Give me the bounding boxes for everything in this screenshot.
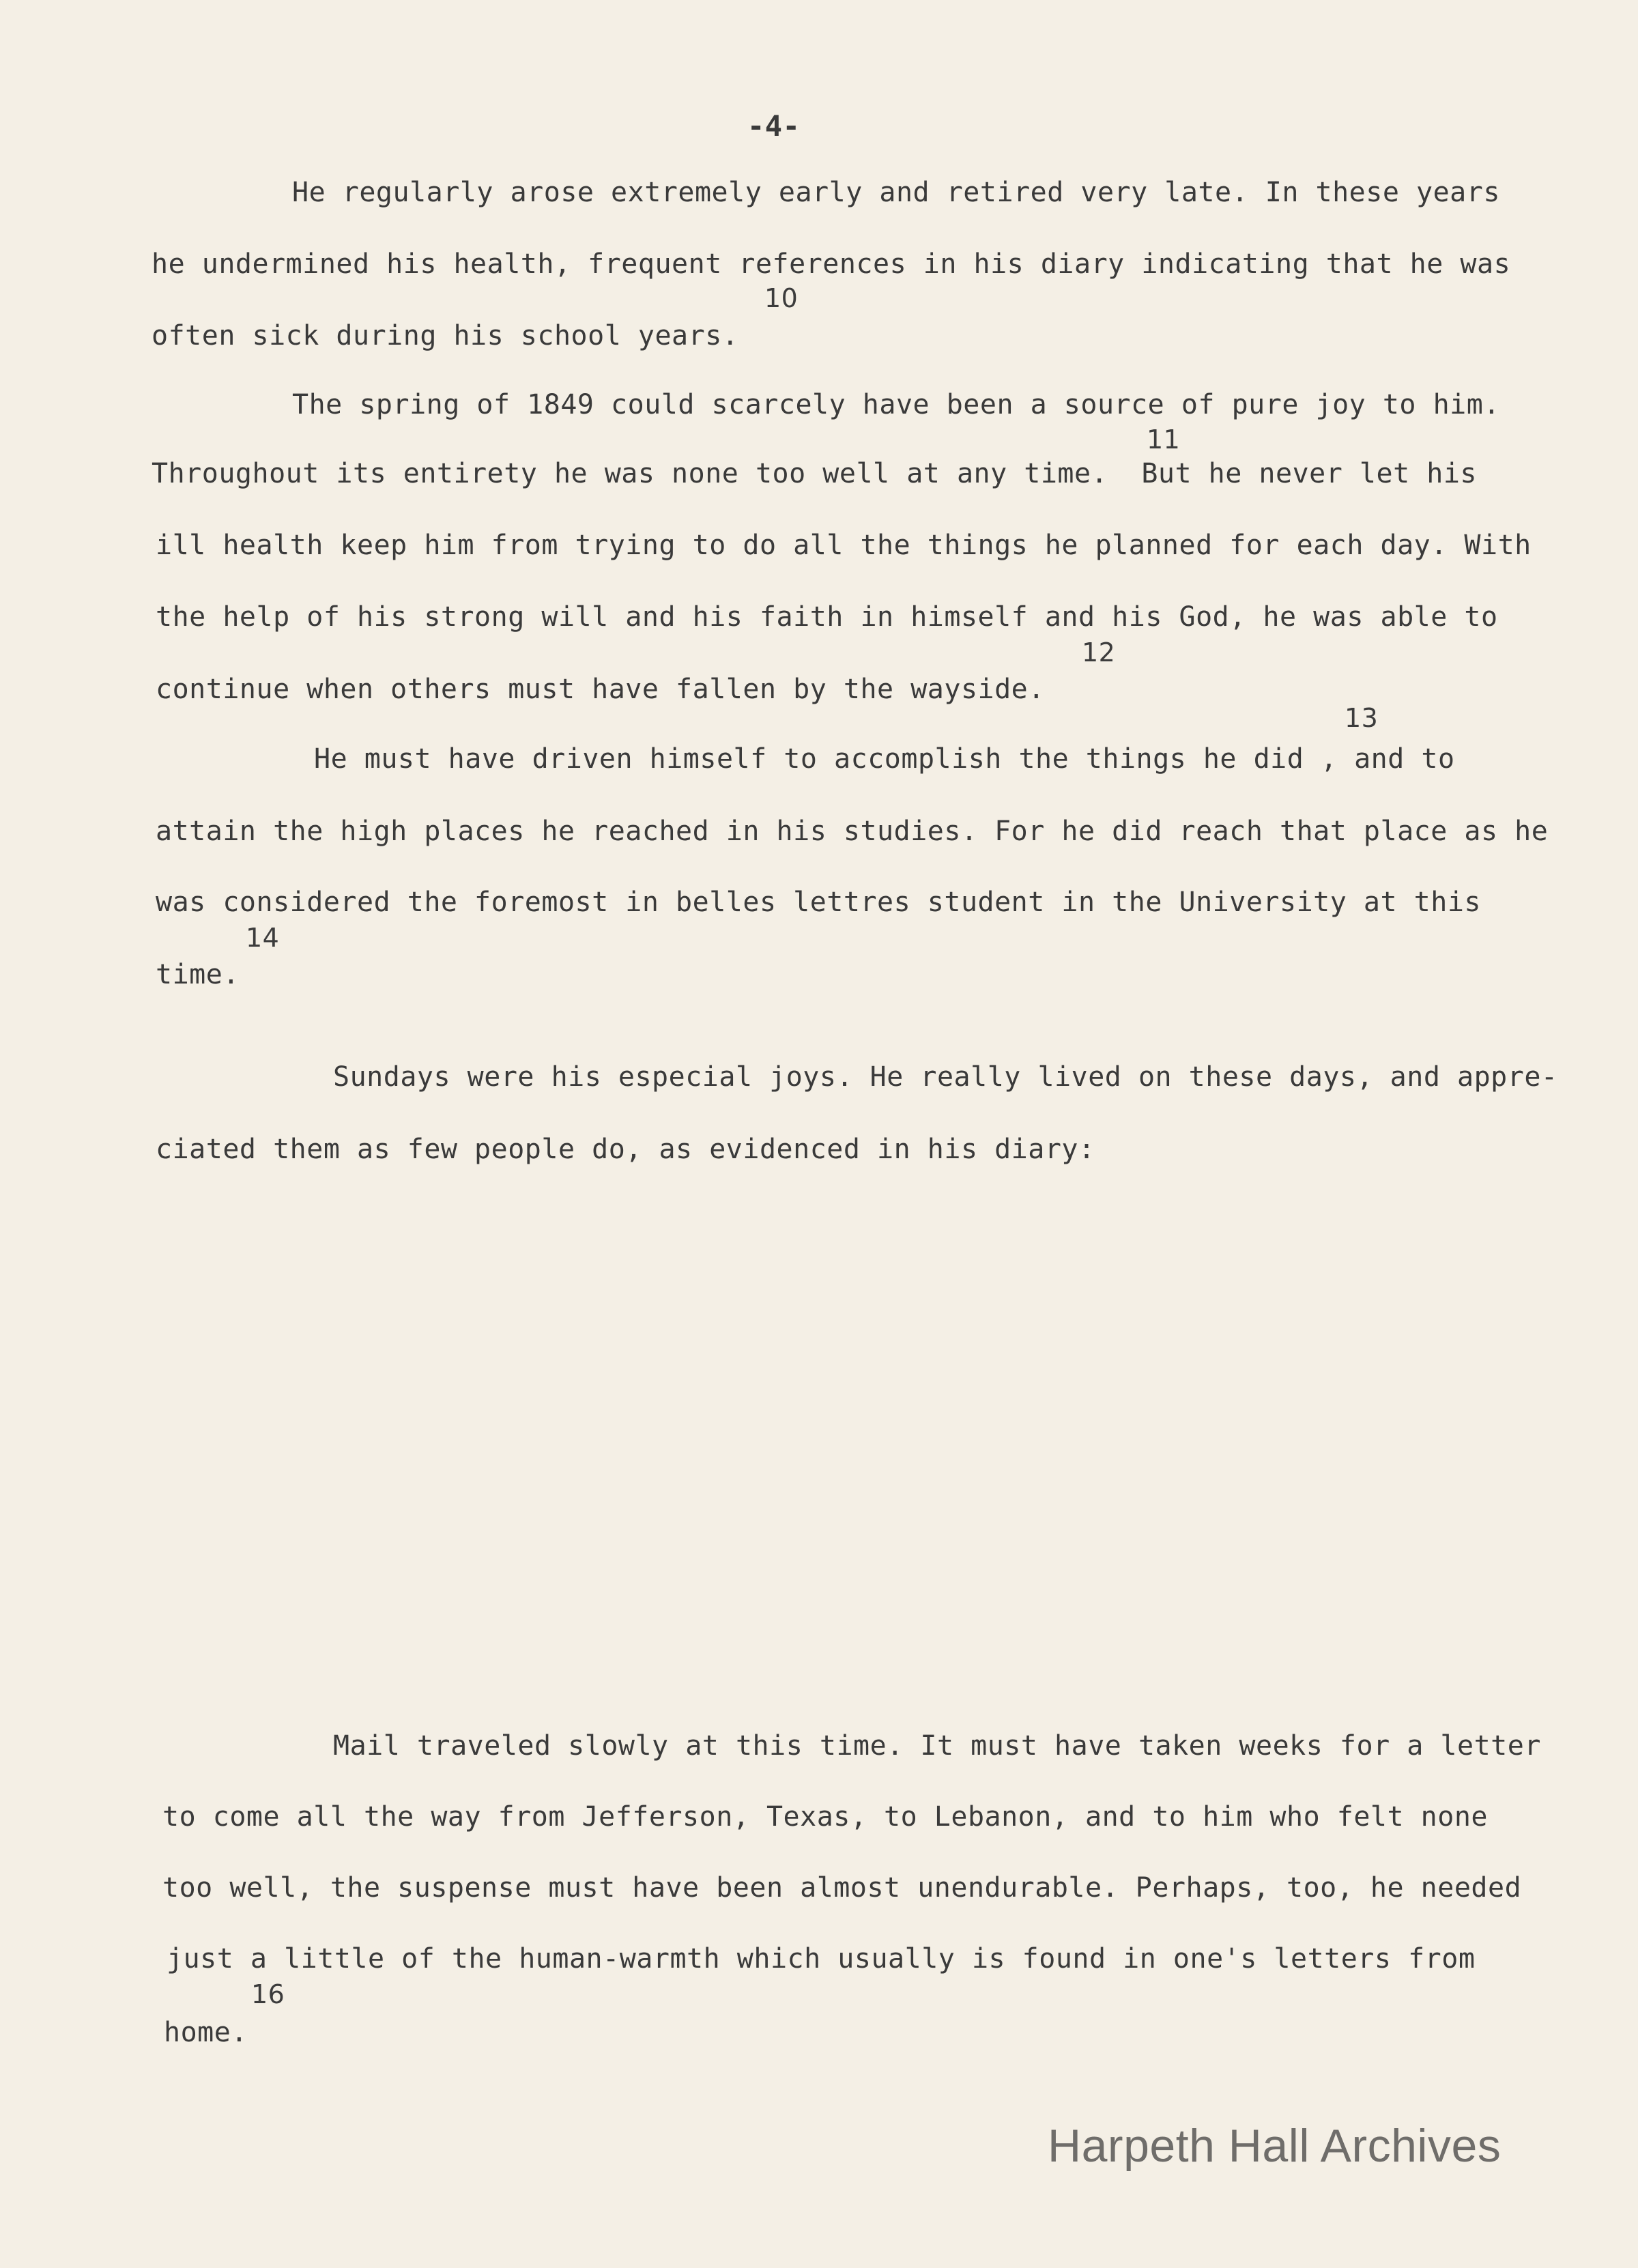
text-line: was considered the foremost in belles lettres student in the University at this xyxy=(156,887,1481,918)
text-line: too well, the suspense must have been almost unendurable. Perhaps, too, he needed xyxy=(162,1872,1522,1904)
page-number: -4- xyxy=(747,109,801,143)
text-line: often sick during his school years. xyxy=(152,320,739,351)
footnote-ref-10: 10 xyxy=(764,283,799,313)
text-line: just a little of the human-warmth which usually is found in one's letters from xyxy=(167,1943,1476,1975)
text-line: time. xyxy=(156,959,240,990)
text-line: Throughout its entirety he was none too well at any time. But he never let his xyxy=(152,458,1477,489)
text-line: Mail traveled slowly at this time. It must have taken weeks for a letter xyxy=(333,1730,1541,1762)
text-line: home. xyxy=(164,2017,248,2048)
text-line: ill health keep him from trying to do all the things he planned for each day. With xyxy=(156,530,1532,561)
text-line: to come all the way from Jefferson, Texas, to Lebanon, and to him who felt none xyxy=(162,1801,1488,1833)
footnote-ref-12: 12 xyxy=(1082,637,1116,668)
text-line: the help of his strong will and his faith in himself and his God, he was able to xyxy=(156,601,1498,633)
text-line: he undermined his health, frequent references in his diary indicating that he was xyxy=(152,248,1511,280)
text-line: He must have driven himself to accomplish the things he did , and to xyxy=(314,743,1455,775)
footnote-ref-13: 13 xyxy=(1345,703,1379,733)
footnote-ref-16: 16 xyxy=(251,1979,285,2009)
text-line: The spring of 1849 could scarcely have been a source of pure joy to him. xyxy=(292,389,1500,420)
footnote-ref-11: 11 xyxy=(1147,425,1181,455)
text-line: ciated them as few people do, as evidenced in his diary: xyxy=(156,1134,1095,1165)
text-line: continue when others must have fallen by the wayside. xyxy=(156,674,1045,705)
archive-watermark: Harpeth Hall Archives xyxy=(1048,2120,1502,2172)
text-line: Sundays were his especial joys. He really lived on these days, and appre- xyxy=(333,1061,1558,1093)
text-line: attain the high places he reached in his studies. For he did reach that place as he xyxy=(156,816,1549,847)
footnote-ref-14: 14 xyxy=(246,923,280,953)
text-line: He regularly arose extremely early and retired very late. In these years xyxy=(292,177,1500,208)
